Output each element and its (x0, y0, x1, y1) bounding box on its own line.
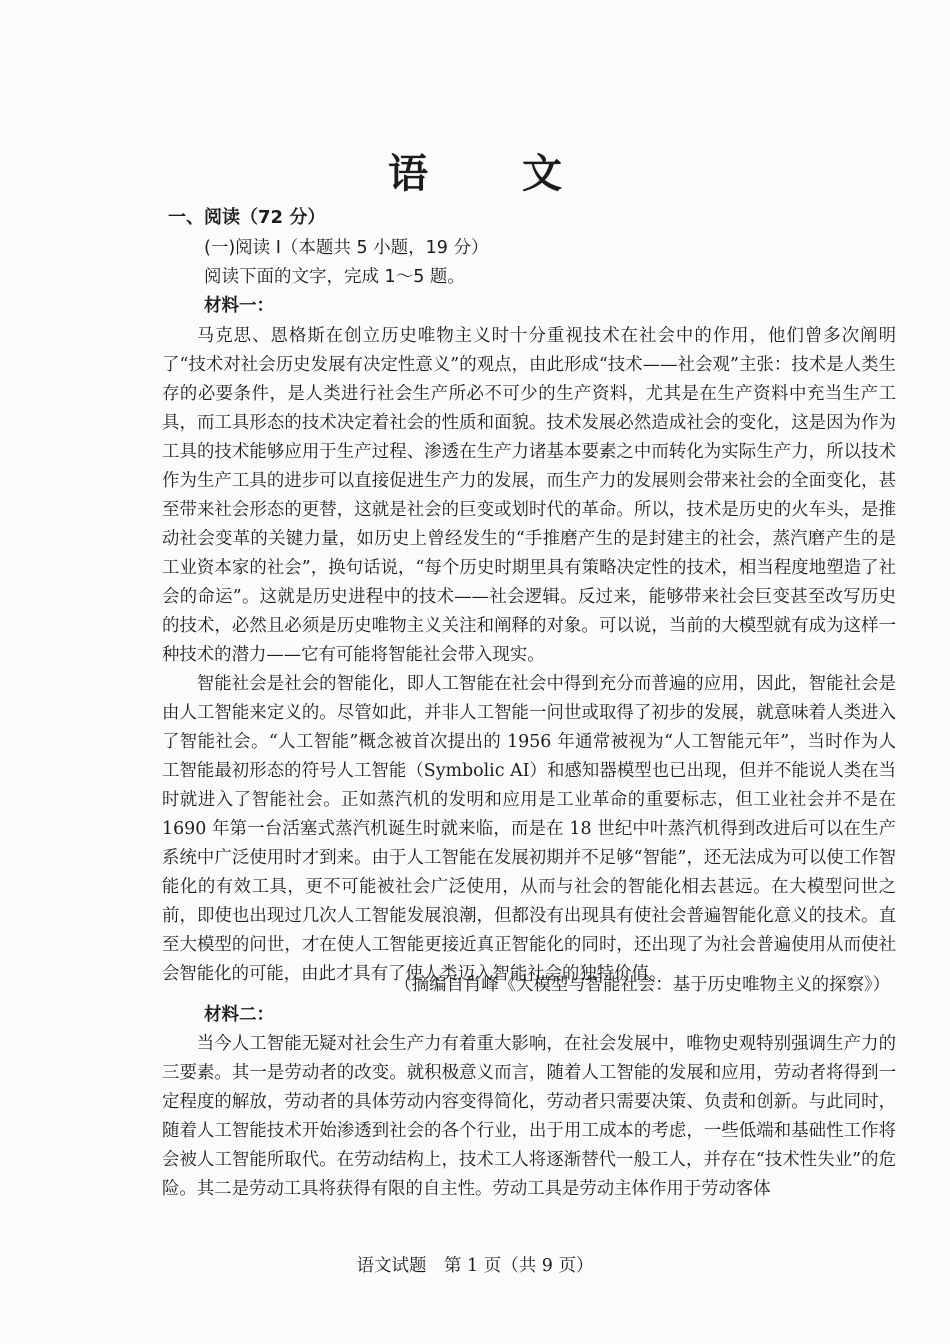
material2-paragraph-1: 当今人工智能无疑对社会生产力有着重大影响，在社会发展中，唯物史观特别强调生产力的三要素。其一是劳动者的改变。就积极意义而言，随着人工智能的发展和应用，劳动者将得到一定程度的解放，劳动者的具体劳动内容变得简化，劳动者只需要决策、负责和创新。与此同时，随着人工智能技术开始渗透到社会的各个行业，出于用工成本的考虑，一些低端和基础性工作将会被人工智能所取代。在劳动结构上，技术工人将逐渐替代一般工人，并存在“技术性失业”的危险。其二是劳动工具将获得有限的自主性。劳动工具是劳动主体作用于劳动客体 (162, 1034, 896, 1199)
material1-paragraph-2: 智能社会是社会的智能化，即人工智能在社会中得到充分而普遍的应用，因此，智能社会是由人工智能来定义的。尽管如此，并非人工智能一问世或取得了初步的发展，就意味着人类进入了智能社会。“人工智能”概念被首次提出的 1956 年通常被视为“人工智能元年”，当时作为人工智能最初形态的符号人工智能（Symbolic AI）和感知器模型也已出现，但并不能说人类在当时就进入了智能社会。正如蒸汽机的发明和应用是工业革命的重要标志，但工业社会并不是在 1690 年第一台活塞式蒸汽机诞生时就来临，而是在 18 世纪中叶蒸汽机得到改进后可以在生产系统中广泛使用时才到来。由于人工智能在发展初期并不足够“智能”，还无法成为可以使工作智能化的有效工具，更不可能被社会广泛使用，从而与社会的智能化相去甚远。在大模型问世之前，即使也出现过几次人工智能发展浪潮，但都没有出现具有使社会普遍智能化意义的技术。直至大模型的问世，才在使人工智能更接近真正智能化的同时，还出现了为社会普遍使用从而使社会智能化的可能，由此才具有了使人类迈入智能社会的独特价值。 (162, 674, 896, 984)
page-title: 语 文 (388, 151, 602, 197)
section-heading: 一、阅读（72 分） (168, 207, 326, 228)
material1-paragraph-1: 马克思、恩格斯在创立历史唯物主义时十分重视技术在社会中的作用，他们曾多次阐明了“技术对社会历史发展有决定性意义”的观点，由此形成“技术——社会观”主张：技术是人类生存的必要条件，是人类进行社会生产所必不可少的生产资料，尤其是在生产资料中充当生产工具，而工具形态的技术决定着社会的性质和面貌。技术发展必然造成社会的变化，这是因为作为工具的技术能够应用于生产过程、渗透在生产力诸基本要素之中而转化为实际生产力，所以技术作为生产工具的进步可以直接促进生产力的发展，而生产力的发展则会带来社会的全面变化，甚至带来社会形态的更替，这就是社会的巨变或划时代的革命。所以，技术是历史的火车头，是推动社会变革的关键力量，如历史上曾经发生的“手推磨产生的是封建主的社会，蒸汽磨产生的是工业资本家的社会”，换句话说，“每个历史时期里具有策略决定性的技术，相当程度地塑造了社会的命运”。这就是历史进程中的技术——社会逻辑。反过来，能够带来社会巨变甚至改写历史的技术，必然且必须是历史唯物主义关注和阐释的对象。可以说，当前的大模型就有成为这样一种技术的潜力——它有可能将智能社会带入现实。 (162, 326, 896, 665)
material2-label: 材料二： (204, 1005, 274, 1025)
instruction-text: 阅读下面的文字，完成 1～5 题。 (204, 267, 465, 287)
material1-label: 材料一： (204, 296, 274, 316)
page-footer: 语文试题 第 1 页（共 9 页） (356, 1256, 594, 1276)
material2-body (162, 1030, 896, 1204)
subsection-heading: (一)阅读 I（本题共 5 小题，19 分） (204, 238, 489, 258)
material1-source: （摘编自肖峰《大模型与智能社会：基于历史唯物主义的探察》） (394, 975, 890, 995)
material1-body (162, 322, 896, 989)
